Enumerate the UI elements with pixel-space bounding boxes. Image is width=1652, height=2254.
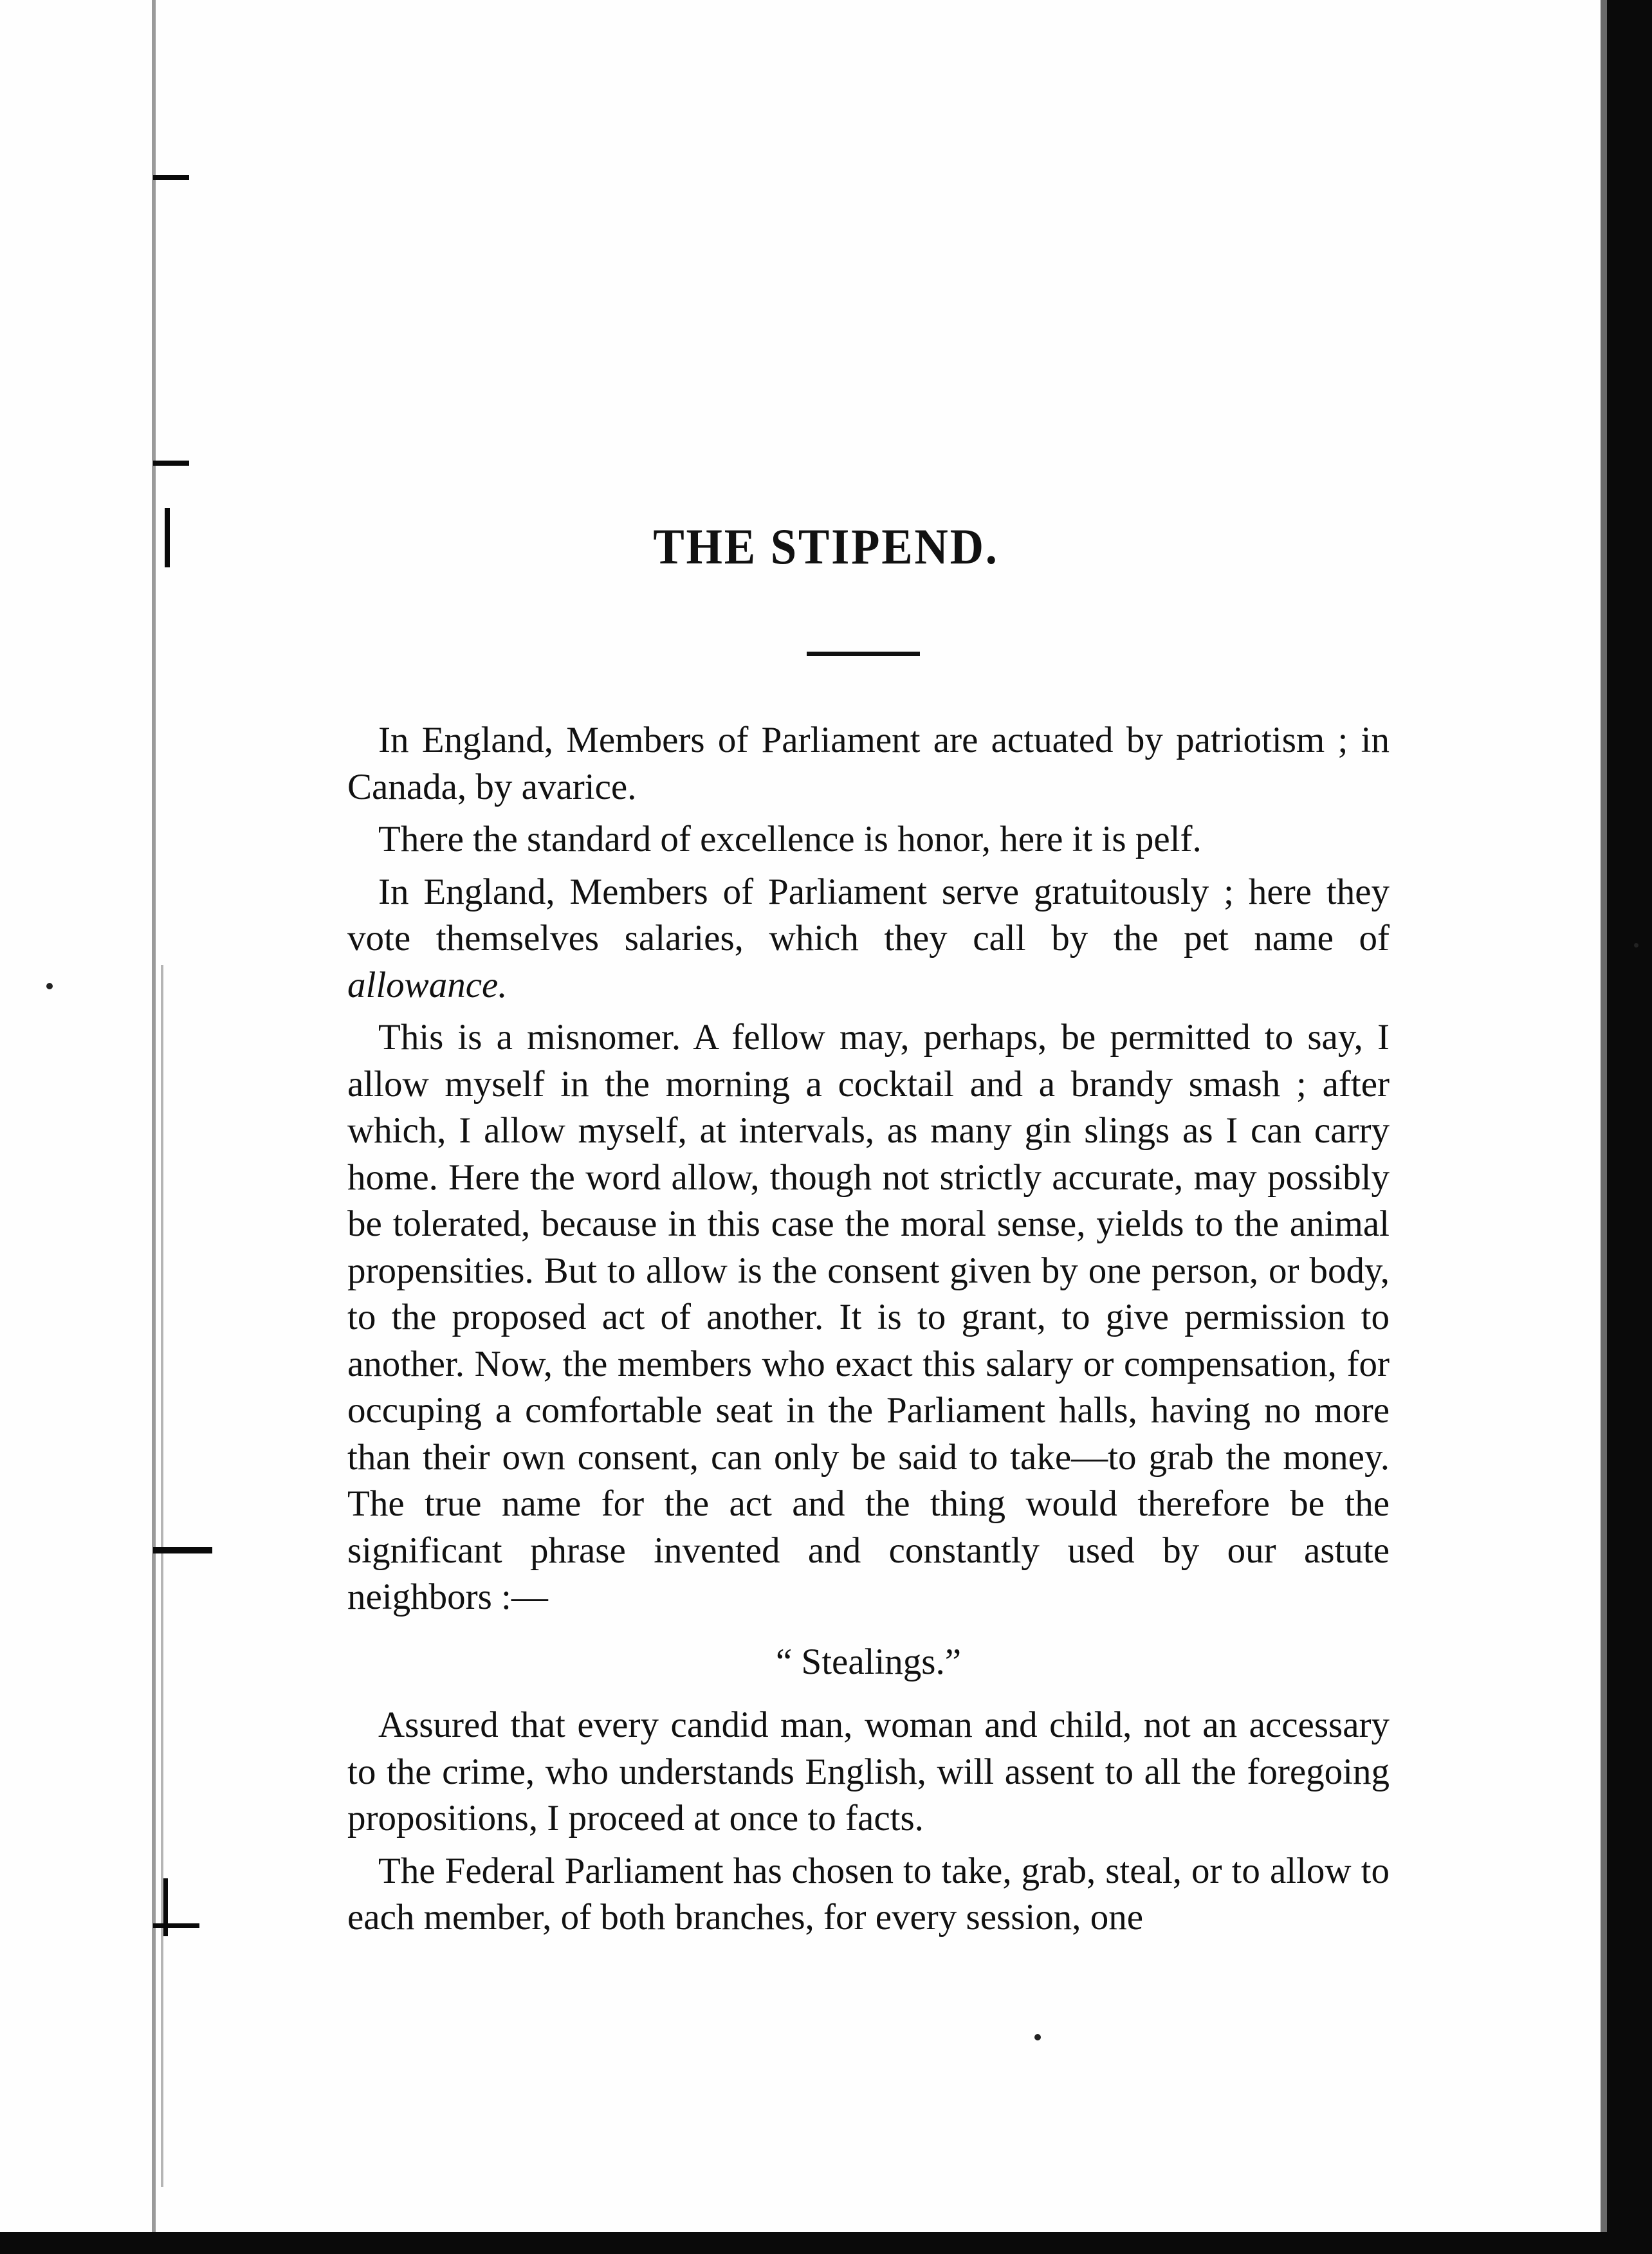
title-rule	[807, 652, 920, 656]
quoted-word: “ Stealings.”	[775, 1641, 962, 1682]
speck	[1634, 943, 1638, 948]
stitch-mark	[153, 1923, 199, 1928]
speck	[1034, 2034, 1041, 2040]
scan-edge-shadow	[1601, 0, 1607, 2254]
page-title: THE STIPEND.	[653, 518, 999, 574]
stitch-mark	[163, 1878, 168, 1936]
speck	[46, 983, 53, 989]
paragraph: There the standard of excellence is honor, here it is pelf.	[378, 819, 1202, 859]
scan-edge-bottom	[0, 2232, 1652, 2254]
binding-gutter-shadow	[161, 965, 163, 2187]
paragraph: In England, Members of Parliament are actuated by patriotism ; in Canada, by avarice.	[347, 720, 1390, 807]
scan-edge-right	[1607, 0, 1652, 2254]
stitch-mark	[153, 1547, 212, 1553]
stitch-mark	[153, 461, 189, 466]
paragraph: The Federal Parliament has chosen to take, grab, steal, or to allow to each member, of both branches, for every session, one	[347, 1850, 1390, 1938]
paragraph-text: In England, Members of Parliament serve gratuitously ; here they vote themselves salaries, which they call by the pet name of	[347, 871, 1390, 958]
body-text	[347, 717, 1390, 1947]
paragraph: This is a misnomer. A fellow may, perhaps, be permitted to say, I allow myself in the morning a cocktail and a brandy smash ; after which, I allow myself, at intervals, as many gin slings as I can carry home. Here the word allow, though not strictly accurate, may possibly be tolerated, because in this case the moral sense, yields to the animal propensities. But to allow is the consent given by one person, or body, to the proposed act of another. It is to grant, to give permission to another. Now, the members who exact this salary or compensation, for occuping a comfortable seat in the Parliament halls, having no more than their own consent, can only be said to take—to grab the money. The true name for the act and the thing would therefore be the significant phrase invented and constantly used by our astute neighbors :—	[347, 1017, 1390, 1617]
binding-gutter-line	[152, 0, 156, 2232]
paragraph	[347, 869, 1390, 1009]
stitch-mark	[153, 175, 189, 180]
paragraph: Assured that every candid man, woman and child, not an accessary to the crime, who understands English, will assent to all the foregoing propositions, I proceed at once to facts.	[347, 1705, 1390, 1838]
italic-word: allowance.	[347, 964, 508, 1005]
